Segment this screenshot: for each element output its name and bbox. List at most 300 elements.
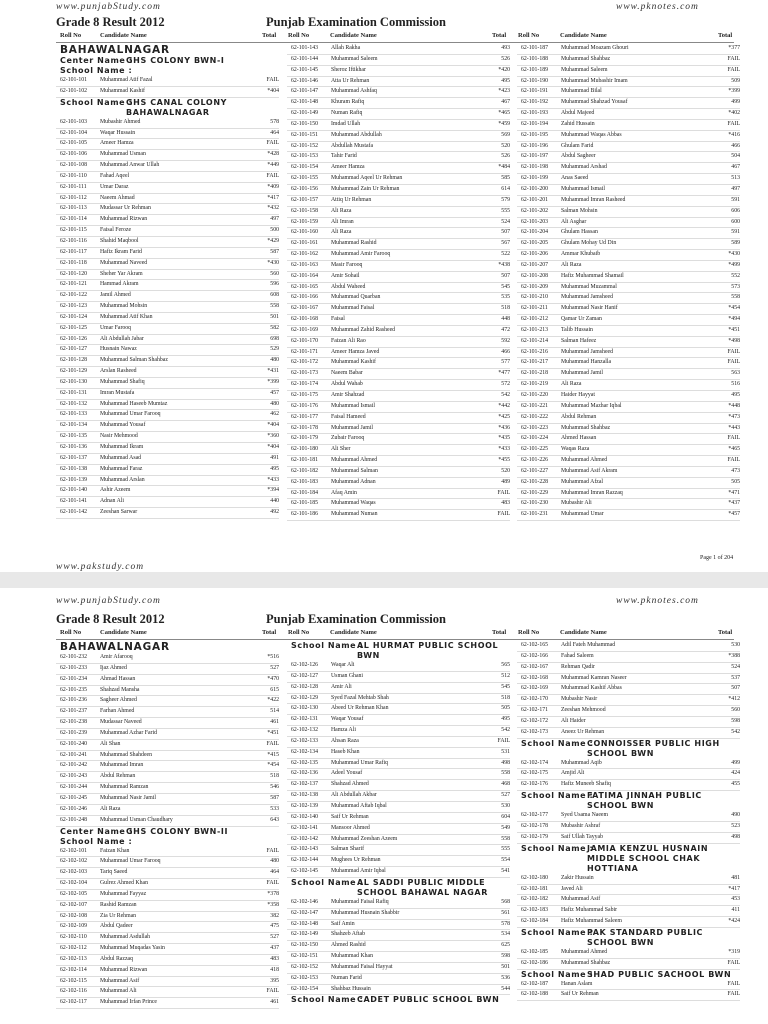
total-marks: *436 bbox=[498, 424, 510, 431]
roll-number: 62-101-227 bbox=[521, 467, 549, 474]
roll-number: 62-101-216 bbox=[521, 348, 549, 355]
candidate-name: Mudassar Naveed bbox=[100, 719, 142, 726]
candidate-name: Muhammad Shahbaz bbox=[561, 959, 611, 966]
candidate-name: Muhammad Muzammal bbox=[561, 283, 617, 290]
candidate-name: Abeed Ur Rehman Khan bbox=[331, 705, 389, 712]
total-marks: *424 bbox=[728, 918, 740, 925]
candidate-name: Faisal Hameed bbox=[331, 413, 366, 420]
table-row bbox=[287, 66, 510, 77]
table-row bbox=[56, 476, 279, 487]
candidate-name: Hafiz Muhammad Shamail bbox=[561, 272, 624, 279]
table-row bbox=[517, 811, 740, 822]
table-row bbox=[56, 118, 279, 129]
watermark-left[interactable]: www.punjabStudy.com bbox=[56, 2, 161, 12]
total-marks: 541 bbox=[501, 868, 510, 875]
candidate-name: Muhammad Hanzalla bbox=[561, 359, 612, 366]
roll-number: 62-101-187 bbox=[521, 45, 549, 51]
section-heading bbox=[517, 970, 740, 980]
total-marks: FAIL bbox=[266, 880, 279, 887]
roll-number: 62-102-112 bbox=[60, 945, 87, 952]
roll-number: 62-101-193 bbox=[521, 110, 549, 117]
total-marks: 461 bbox=[270, 719, 279, 726]
total-marks: 495 bbox=[501, 716, 510, 723]
table-row bbox=[517, 142, 740, 153]
roll-number: 62-102-149 bbox=[291, 931, 319, 938]
total-marks: *498 bbox=[728, 337, 740, 344]
candidate-name: Arslan Rasheed bbox=[100, 368, 137, 375]
total-marks: FAIL bbox=[727, 66, 740, 73]
candidate-name: Muhammad Shahbaz bbox=[561, 424, 611, 431]
table-row bbox=[56, 944, 279, 955]
table-row bbox=[517, 152, 740, 163]
section-label: School Name : bbox=[60, 836, 133, 846]
total-marks: 472 bbox=[501, 326, 510, 333]
table-row bbox=[517, 402, 740, 413]
roll-number: 62-101-139 bbox=[60, 476, 88, 483]
roll-number: 62-101-142 bbox=[60, 509, 88, 516]
watermark-left[interactable]: www.punjabStudy.com bbox=[56, 596, 161, 606]
table-row bbox=[56, 686, 279, 697]
table-row bbox=[56, 367, 279, 378]
roll-number: 62-101-205 bbox=[521, 240, 549, 247]
candidate-name: Attiq Ur Rehman bbox=[331, 196, 372, 203]
table-row bbox=[517, 769, 740, 780]
candidate-name: Muhammad Faraz bbox=[100, 465, 143, 472]
candidate-name: Hafiz Muhammad Saleem bbox=[561, 918, 622, 925]
table-row bbox=[56, 237, 279, 248]
table-row bbox=[56, 783, 279, 794]
roll-number: 62-102-169 bbox=[521, 685, 549, 692]
section-heading bbox=[56, 66, 279, 76]
total-marks: *494 bbox=[728, 316, 740, 323]
candidate-name: Zia Ur Rehman bbox=[100, 912, 137, 919]
roll-number: 62-101-221 bbox=[521, 402, 549, 409]
roll-number: 62-101-163 bbox=[291, 261, 319, 268]
total-marks: 522 bbox=[501, 251, 510, 258]
footer-watermark[interactable]: www.pakstudy.com bbox=[56, 562, 145, 572]
roll-number: 62-102-177 bbox=[521, 812, 549, 819]
roll-number: 62-101-204 bbox=[521, 229, 549, 236]
watermark-right[interactable]: www.pknotes.com bbox=[616, 2, 699, 12]
roll-number: 62-101-224 bbox=[521, 435, 549, 442]
candidate-name: Muhammad Asif bbox=[561, 896, 601, 903]
table-row bbox=[517, 424, 740, 435]
total-marks: *473 bbox=[728, 413, 740, 420]
table-row bbox=[517, 456, 740, 467]
total-marks: 530 bbox=[731, 642, 740, 648]
candidate-name: Nasir Mehmood bbox=[100, 433, 138, 440]
total-marks: 499 bbox=[731, 99, 740, 106]
candidate-name: Faizan Ali Rao bbox=[331, 337, 366, 344]
table-row bbox=[56, 87, 279, 98]
roll-header: Roll No bbox=[518, 32, 540, 39]
table-row bbox=[517, 510, 740, 521]
table-row bbox=[287, 672, 510, 683]
roll-number: 62-102-105 bbox=[60, 890, 88, 897]
table-row bbox=[56, 432, 279, 443]
table-row bbox=[517, 304, 740, 315]
total-marks: 536 bbox=[501, 974, 510, 981]
roll-number: 62-101-218 bbox=[521, 370, 549, 377]
commission-title: Punjab Examination Commission bbox=[266, 15, 446, 29]
roll-number: 62-102-142 bbox=[291, 835, 319, 842]
candidate-name: Ghulam Hassan bbox=[561, 229, 598, 236]
roll-number: 62-101-126 bbox=[60, 335, 88, 342]
total-marks: *319 bbox=[728, 948, 740, 955]
roll-number: 62-102-178 bbox=[521, 822, 549, 829]
roll-number: 62-101-101 bbox=[60, 77, 88, 83]
table-row bbox=[56, 675, 279, 686]
roll-number: 62-102-187 bbox=[521, 980, 549, 987]
table-row bbox=[56, 497, 279, 508]
candidate-name: Ali Sher bbox=[331, 446, 351, 453]
table-row bbox=[517, 239, 740, 250]
roll-number: 62-101-176 bbox=[291, 402, 319, 409]
candidate-name: Muhammad Asif Akram bbox=[561, 467, 618, 474]
candidate-name: Ali Haider bbox=[561, 717, 586, 724]
total-header: Total bbox=[718, 32, 733, 39]
candidate-name: Muhammad Afzal bbox=[561, 478, 604, 485]
candidate-name: Imdad Ullah bbox=[331, 120, 361, 127]
roll-number: 62-101-245 bbox=[60, 794, 88, 801]
roll-number: 62-102-146 bbox=[291, 898, 319, 905]
candidate-name: Muhammad Salman bbox=[331, 467, 378, 474]
candidate-name: Qamar Ur Zaman bbox=[561, 316, 602, 323]
table-row bbox=[56, 291, 279, 302]
candidate-name: Afaq Amin bbox=[331, 489, 357, 496]
table-row bbox=[56, 410, 279, 421]
roll-number: 62-101-213 bbox=[521, 326, 549, 333]
total-marks: *417 bbox=[728, 885, 740, 892]
roll-number: 62-101-110 bbox=[60, 172, 87, 179]
table-row bbox=[56, 857, 279, 868]
candidate-name: Muhammad Numan bbox=[331, 511, 378, 518]
total-marks: *431 bbox=[267, 368, 279, 375]
district-title: BAHAWALNAGAR bbox=[60, 641, 170, 653]
total-marks: FAIL bbox=[266, 988, 279, 995]
total-marks: 542 bbox=[501, 727, 510, 734]
total-marks: *388 bbox=[728, 652, 740, 659]
table-row bbox=[517, 948, 740, 959]
total-marks: 473 bbox=[731, 467, 740, 474]
candidate-name: Saif Ur Rehman bbox=[561, 991, 599, 998]
total-marks: *425 bbox=[498, 413, 510, 420]
candidate-name: Muhammad Zeeshan Azeem bbox=[331, 835, 398, 842]
table-row bbox=[56, 868, 279, 879]
roll-number: 62-101-120 bbox=[60, 270, 88, 277]
roll-number: 62-101-184 bbox=[291, 489, 319, 496]
total-marks: 481 bbox=[731, 874, 740, 881]
candidate-name: Muhammad Usman Chaudhary bbox=[100, 816, 173, 823]
candidate-name: Muhammad Shahzad Yousaf bbox=[561, 99, 628, 106]
candidate-name: Mughees Ur Rehman bbox=[331, 857, 381, 864]
candidate-name: Naeem Ahmad bbox=[100, 194, 135, 201]
roll-number: 62-102-151 bbox=[291, 953, 319, 960]
roll-number: 62-101-166 bbox=[291, 294, 319, 301]
table-row bbox=[56, 751, 279, 762]
roll-number: 62-102-172 bbox=[521, 717, 549, 724]
total-marks: *471 bbox=[728, 489, 740, 496]
candidate-name: Muhammad Amir Iqbal bbox=[331, 868, 386, 875]
candidate-name: Muhammad Nasir Hanif bbox=[561, 305, 618, 312]
roll-number: 62-102-173 bbox=[521, 728, 549, 735]
roll-number: 62-101-181 bbox=[291, 457, 319, 464]
total-marks: 527 bbox=[501, 792, 510, 799]
table-row bbox=[56, 139, 279, 150]
watermark-right[interactable]: www.pknotes.com bbox=[616, 596, 699, 606]
roll-number: 62-101-148 bbox=[291, 99, 319, 106]
total-marks: 527 bbox=[270, 934, 279, 941]
total-marks: *432 bbox=[267, 205, 279, 212]
total-marks: *457 bbox=[728, 511, 740, 518]
roll-number: 62-102-134 bbox=[291, 748, 319, 755]
candidate-name: Muhammad Quarban bbox=[331, 294, 381, 301]
roll-number: 62-101-152 bbox=[291, 142, 319, 149]
roll-number: 62-101-145 bbox=[291, 66, 319, 73]
roll-number: 62-102-186 bbox=[521, 959, 549, 966]
table-row bbox=[517, 833, 740, 844]
table-row bbox=[517, 717, 740, 728]
table-row bbox=[287, 824, 510, 835]
candidate-name: Muhammad Haseeb Mumtaz bbox=[100, 400, 168, 407]
total-marks: 518 bbox=[501, 305, 510, 312]
table-row bbox=[517, 990, 740, 1001]
candidate-name: Ameer Hamza bbox=[100, 140, 134, 147]
roll-number: 62-101-219 bbox=[521, 381, 549, 388]
table-row bbox=[287, 98, 510, 109]
table-row bbox=[517, 434, 740, 445]
total-marks: 448 bbox=[501, 316, 510, 323]
candidate-name: Jamil Ahmed bbox=[100, 292, 131, 299]
table-row bbox=[56, 76, 279, 87]
candidate-name: Saif Ullah Tayyab bbox=[561, 833, 603, 840]
roll-number: 62-101-179 bbox=[291, 435, 319, 442]
candidate-name: Ahsan Raza bbox=[331, 737, 359, 744]
section-label: School Name : bbox=[291, 641, 364, 650]
roll-number: 62-102-184 bbox=[521, 918, 549, 925]
table-row bbox=[517, 885, 740, 896]
section-label: School Name : bbox=[521, 843, 594, 853]
table-row bbox=[287, 55, 510, 66]
roll-number: 62-102-138 bbox=[291, 792, 319, 799]
total-marks: 524 bbox=[501, 218, 510, 225]
roll-number: 62-101-208 bbox=[521, 272, 549, 279]
table-row bbox=[517, 895, 740, 906]
table-row bbox=[517, 66, 740, 77]
total-marks: 440 bbox=[270, 498, 279, 505]
candidate-name: Usman Ghani bbox=[331, 672, 364, 679]
result-column bbox=[56, 641, 279, 1009]
roll-number: 62-101-195 bbox=[521, 131, 549, 138]
total-marks: 489 bbox=[501, 478, 510, 485]
roll-number: 62-101-157 bbox=[291, 196, 319, 203]
roll-number: 62-102-103 bbox=[60, 869, 88, 876]
table-row bbox=[56, 805, 279, 816]
table-row bbox=[517, 293, 740, 304]
roll-number: 62-102-166 bbox=[521, 652, 549, 659]
candidate-name: Muhammad Atif Khan bbox=[100, 313, 153, 320]
section-heading bbox=[56, 98, 279, 118]
roll-number: 62-102-136 bbox=[291, 770, 319, 777]
candidate-name: Muhammad Anwar Ullah bbox=[100, 162, 160, 169]
candidate-name: Muhammad Asad bbox=[100, 454, 142, 461]
roll-number: 62-101-117 bbox=[60, 248, 87, 255]
candidate-name: Abdul Razzaq bbox=[100, 955, 133, 962]
candidate-name: Amir Sohail bbox=[331, 272, 360, 279]
total-marks: FAIL bbox=[266, 77, 279, 83]
candidate-name: Abdul Rehman bbox=[100, 773, 136, 780]
table-row bbox=[287, 813, 510, 824]
candidate-name: Ali Abdullah Akbar bbox=[331, 792, 377, 799]
total-marks: 524 bbox=[731, 663, 740, 670]
table-row bbox=[287, 77, 510, 88]
total-marks: 480 bbox=[270, 858, 279, 865]
candidate-name: Mansoor Ahmed bbox=[331, 824, 370, 831]
table-row bbox=[517, 44, 740, 55]
total-marks: 534 bbox=[501, 931, 510, 938]
roll-number: 62-102-176 bbox=[521, 781, 549, 788]
candidate-name: Muhammad Ramzan bbox=[100, 784, 149, 791]
total-marks: FAIL bbox=[727, 120, 740, 127]
candidate-name: Waqar Hussain bbox=[100, 129, 136, 136]
roll-number: 62-101-141 bbox=[60, 498, 88, 505]
roll-number: 62-102-150 bbox=[291, 942, 319, 949]
roll-number: 62-102-110 bbox=[60, 934, 87, 941]
total-marks: 558 bbox=[731, 294, 740, 301]
candidate-name: Muhammad Faisal Rafiq bbox=[331, 898, 389, 905]
total-marks: *454 bbox=[728, 305, 740, 312]
roll-number: 62-101-147 bbox=[291, 88, 319, 95]
candidate-name: Abdul Qadeer bbox=[100, 923, 133, 930]
candidate-name: Adnan Ali bbox=[100, 498, 124, 505]
candidate-name: Muhammad Imran Razzaq bbox=[561, 489, 623, 496]
total-marks: 533 bbox=[270, 805, 279, 812]
candidate-name: Muhammad Husnain Shabbir bbox=[331, 909, 400, 916]
candidate-name: Mubashir Ali bbox=[561, 500, 592, 507]
section-heading bbox=[517, 928, 740, 948]
roll-number: 62-102-132 bbox=[291, 727, 319, 734]
total-marks: 500 bbox=[270, 227, 279, 234]
section-label: School Name : bbox=[60, 97, 133, 107]
commission-title: Punjab Examination Commission bbox=[266, 612, 446, 626]
table-row bbox=[56, 443, 279, 454]
table-row bbox=[287, 704, 510, 715]
total-marks: *404 bbox=[267, 87, 279, 94]
candidate-name: Muhammad Mazhar Iqbal bbox=[561, 402, 622, 409]
column-headers bbox=[56, 629, 734, 638]
total-marks: 424 bbox=[731, 770, 740, 777]
total-marks: *435 bbox=[498, 435, 510, 442]
candidate-name: Faizan Khan bbox=[100, 847, 130, 854]
roll-number: 62-102-139 bbox=[291, 802, 319, 809]
total-marks: 598 bbox=[731, 717, 740, 724]
roll-number: 62-101-237 bbox=[60, 708, 88, 715]
total-marks: 572 bbox=[501, 381, 510, 388]
candidate-name: Muhammad Aftab Iqbal bbox=[331, 802, 387, 809]
total-marks: 552 bbox=[731, 272, 740, 279]
candidate-name: Zakir Hussain bbox=[561, 874, 594, 881]
total-marks: FAIL bbox=[266, 172, 279, 179]
table-row bbox=[517, 207, 740, 218]
candidate-name: Muhammad Aqeel Ur Rehman bbox=[331, 175, 403, 182]
table-row bbox=[56, 313, 279, 324]
section-value-line: HOTTIANA bbox=[587, 863, 639, 873]
total-marks: *484 bbox=[498, 164, 510, 171]
total-marks: 558 bbox=[501, 770, 510, 777]
candidate-name: Muhammad Arshad bbox=[561, 164, 607, 171]
total-marks: 530 bbox=[501, 802, 510, 809]
candidate-name: Muhammad Waqas Abbas bbox=[561, 131, 622, 138]
roll-number: 62-101-186 bbox=[291, 511, 319, 518]
roll-number: 62-101-113 bbox=[60, 205, 87, 212]
total-marks: *412 bbox=[728, 696, 740, 703]
roll-number: 62-102-101 bbox=[60, 847, 88, 854]
candidate-name: Amir Shahzad bbox=[331, 392, 365, 398]
candidate-name: Fahad Saleem bbox=[561, 652, 594, 659]
candidate-name: Muhammad Aqib bbox=[561, 759, 602, 766]
section-label: School Name : bbox=[291, 995, 364, 1005]
total-marks: 464 bbox=[270, 869, 279, 876]
total-marks: *442 bbox=[498, 402, 510, 409]
roll-number: 62-101-222 bbox=[521, 413, 549, 420]
section-label: School Name : bbox=[521, 969, 594, 979]
table-row bbox=[287, 909, 510, 920]
table-row bbox=[287, 456, 510, 467]
table-row bbox=[287, 780, 510, 791]
table-row bbox=[56, 740, 279, 751]
candidate-name: Amjid Ali bbox=[561, 770, 585, 777]
candidate-name: Ali Shan bbox=[100, 740, 121, 747]
table-row bbox=[517, 728, 740, 739]
total-header: Total bbox=[492, 32, 507, 39]
table-row bbox=[287, 44, 510, 55]
candidate-name: Mubashir Ahmed bbox=[100, 118, 141, 125]
total-marks: 585 bbox=[501, 175, 510, 182]
total-marks: 509 bbox=[731, 77, 740, 84]
roll-number: 62-101-233 bbox=[60, 664, 88, 671]
table-row bbox=[56, 998, 279, 1009]
candidate-name: Ali Raza bbox=[561, 381, 582, 388]
total-marks: 589 bbox=[731, 240, 740, 247]
total-marks: 501 bbox=[270, 313, 279, 320]
roll-number: 62-101-200 bbox=[521, 185, 549, 192]
section-value: CADET PUBLIC SCHOOL BWN bbox=[357, 995, 500, 1005]
table-row bbox=[56, 912, 279, 923]
table-row bbox=[56, 772, 279, 783]
section-heading bbox=[56, 56, 279, 66]
table-row bbox=[56, 966, 279, 977]
candidate-name: Amir Afarooq bbox=[100, 654, 133, 660]
table-row bbox=[287, 163, 510, 174]
table-row bbox=[287, 867, 510, 878]
total-marks: 573 bbox=[731, 283, 740, 290]
section-value: SHAD PUBLIC SACHOOL BWN bbox=[587, 969, 732, 979]
total-marks: 513 bbox=[731, 175, 740, 182]
candidate-name: Abdul Waheed bbox=[331, 283, 366, 290]
candidate-name: Muhammad Umar Farooq bbox=[100, 411, 161, 418]
candidate-name: Muhammad Ahmed bbox=[561, 457, 608, 464]
candidate-name: Adil Fateh Muhammad bbox=[561, 642, 616, 648]
total-marks: 480 bbox=[270, 400, 279, 407]
table-row bbox=[517, 759, 740, 770]
table-row bbox=[287, 87, 510, 98]
total-marks: 467 bbox=[501, 99, 510, 106]
total-marks: 555 bbox=[501, 207, 510, 214]
table-row bbox=[517, 87, 740, 98]
table-row bbox=[287, 898, 510, 909]
table-row bbox=[517, 261, 740, 272]
name-header: Candidate Name bbox=[560, 32, 607, 39]
